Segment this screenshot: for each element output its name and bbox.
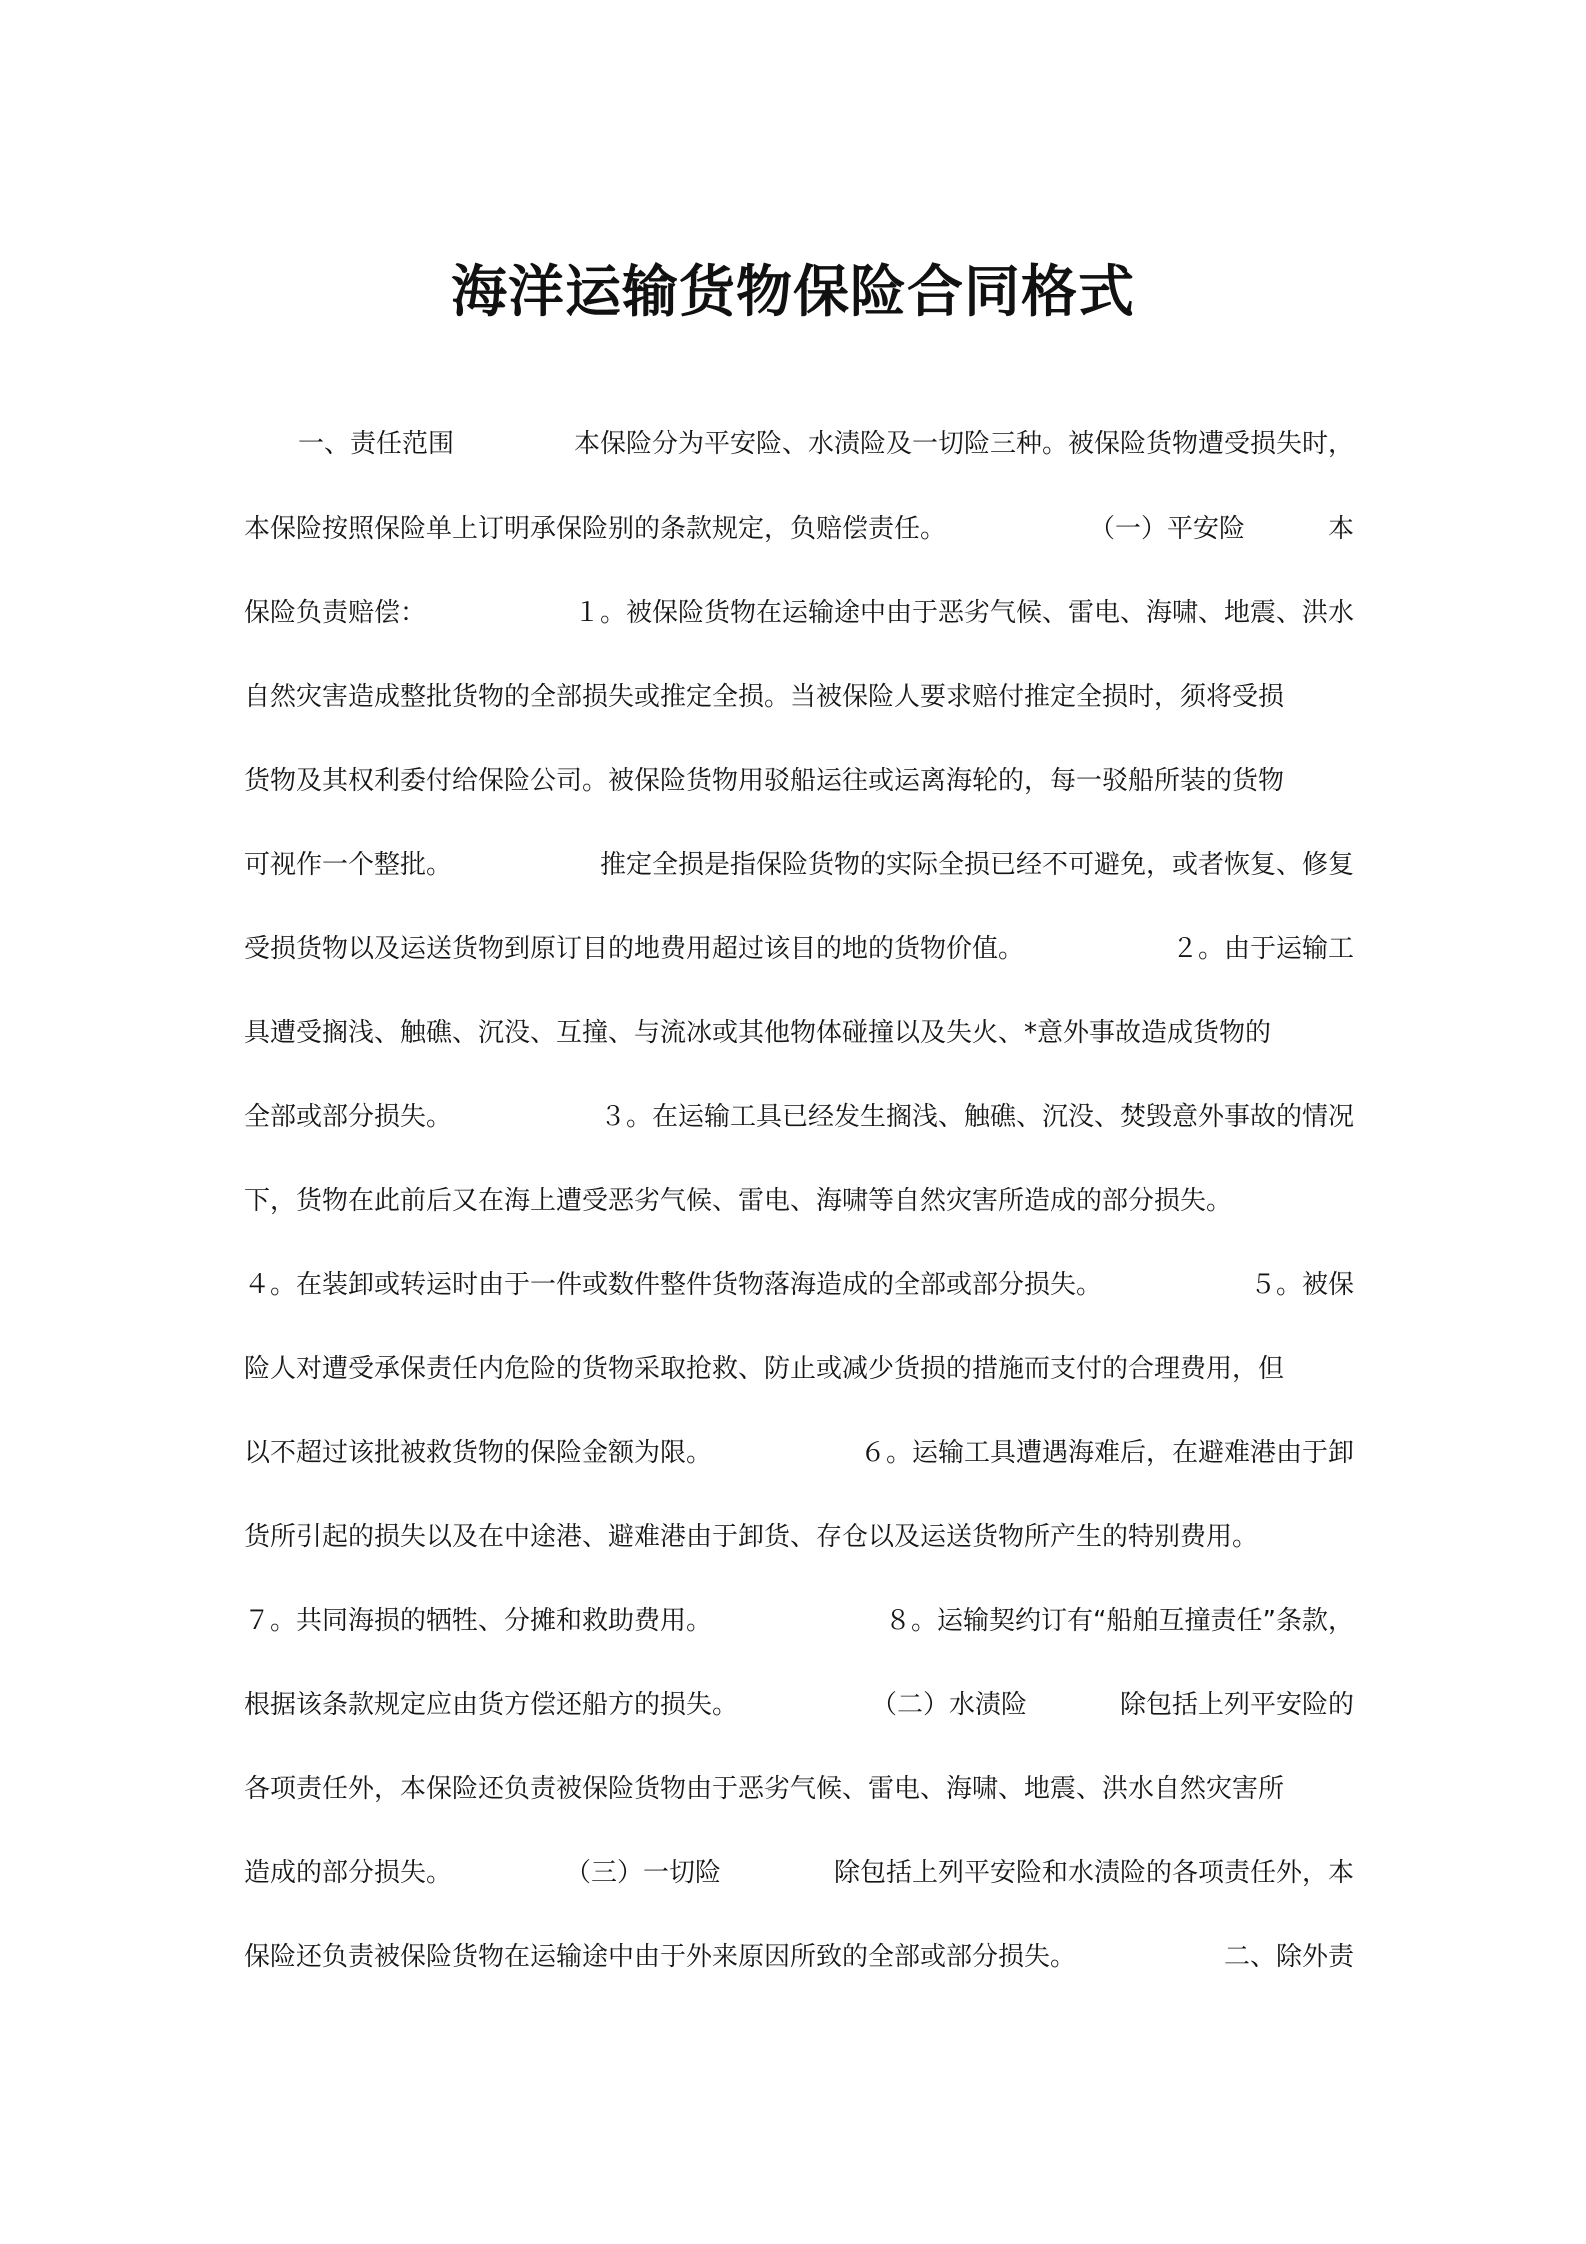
text-line <box>244 1681 1354 1729</box>
text-segment: ６。运输工具遭遇海难后，在避难港由于卸 <box>859 1438 1354 1468</box>
text-segment: 除包括上列平安险和水渍险的各项责任外，本 <box>833 1858 1354 1888</box>
text-segment: 以不超过该批被救货物的保险金额为限。 <box>244 1438 713 1468</box>
text-segment: （三）一切险 <box>564 1858 721 1888</box>
text-segment: 保险还负责被保险货物在运输途中由于外来原因所致的全部或部分损失。 <box>244 1942 1077 1972</box>
text-segment: 根据该条款规定应由货方偿还船方的损失。 <box>244 1690 739 1720</box>
text-segment: 一、责任范围 <box>298 429 455 459</box>
text-segment: 受损货物以及运送货物到原订目的地费用超过该目的地的货物价值。 <box>244 934 1025 964</box>
text-segment: ３。在运输工具已经发生搁浅、触礁、沉没、焚毁意外事故的情况 <box>599 1102 1354 1132</box>
text-segment: （一）平安险 <box>1088 514 1245 544</box>
text-line <box>244 1177 1354 1225</box>
text-segment: 本保险分为平安险、水渍险及一切险三种。被保险货物遭受损失时， <box>573 429 1354 459</box>
text-line <box>244 673 1354 721</box>
text-segment: 二、除外责 <box>1223 1942 1354 1972</box>
text-segment: 下，货物在此前后又在海上遭受恶劣气候、雷电、海啸等自然灾害所造成的部分损失。 <box>244 1186 1233 1216</box>
text-segment: 货所引起的损失以及在中途港、避难港由于卸货、存仓以及运送货物所产生的特别费用。 <box>244 1522 1259 1552</box>
text-line <box>244 1849 1354 1897</box>
text-segment: 保险负责赔偿： <box>244 598 427 628</box>
text-line <box>244 1597 1354 1645</box>
text-line <box>298 420 1354 468</box>
text-segment: 自然灾害造成整批货物的全部损失或推定全损。当被保险人要求赔付推定全损时，须将受损 <box>244 682 1285 712</box>
text-segment: 具遭受搁浅、触礁、沉没、互撞、与流冰或其他物体碰撞以及失火、*意外事故造成货物的 <box>244 1018 1272 1048</box>
text-segment: １。被保险货物在运输途中由于恶劣气候、雷电、海啸、地震、洪水 <box>573 598 1354 628</box>
text-segment: 本保险按照保险单上订明承保险别的条款规定，负赔偿责任。 <box>244 514 947 544</box>
text-line <box>244 1009 1354 1057</box>
text-line <box>244 505 1354 553</box>
text-line <box>244 1513 1354 1561</box>
text-segment: 可视作一个整批。 <box>244 850 453 880</box>
text-segment: 全部或部分损失。 <box>244 1102 453 1132</box>
text-segment: ５。被保 <box>1249 1270 1354 1300</box>
text-segment: ７。共同海损的牺牲、分摊和救助费用。 <box>244 1606 713 1636</box>
text-line <box>244 1093 1354 1141</box>
text-line <box>244 589 1354 637</box>
document-title: 海洋运输货物保险合同格式 <box>451 260 1135 325</box>
text-segment: 除包括上列平安险的 <box>1119 1690 1354 1720</box>
text-segment: 本 <box>1327 514 1354 544</box>
text-segment: 货物及其权利委付给保险公司。被保险货物用驳船运往或运离海轮的，每一驳船所装的货物 <box>244 766 1285 796</box>
text-line <box>244 925 1354 973</box>
text-segment: 推定全损是指保险货物的实际全损已经不可避免，或者恢复、修复 <box>599 850 1354 880</box>
text-line <box>244 757 1354 805</box>
text-segment: 造成的部分损失。 <box>244 1858 453 1888</box>
text-line <box>244 841 1354 889</box>
text-segment: ８。运输契约订有“船舶互撞责任”条款， <box>885 1606 1354 1636</box>
text-segment: 险人对遭受承保责任内危险的货物采取抢救、防止或减少货损的措施而支付的合理费用，但 <box>244 1354 1285 1384</box>
text-line <box>244 1261 1354 1309</box>
text-segment: （二）水渍险 <box>870 1690 1027 1720</box>
text-line <box>244 1345 1354 1393</box>
text-segment: 各项责任外，本保险还负责被保险货物由于恶劣气候、雷电、海啸、地震、洪水自然灾害所 <box>244 1774 1285 1804</box>
text-segment: ２。由于运输工 <box>1171 934 1354 964</box>
text-line <box>244 1429 1354 1477</box>
text-line <box>244 1765 1354 1813</box>
text-segment: ４。在装卸或转运时由于一件或数件整件货物落海造成的全部或部分损失。 <box>244 1270 1103 1300</box>
text-line <box>244 1933 1354 1981</box>
